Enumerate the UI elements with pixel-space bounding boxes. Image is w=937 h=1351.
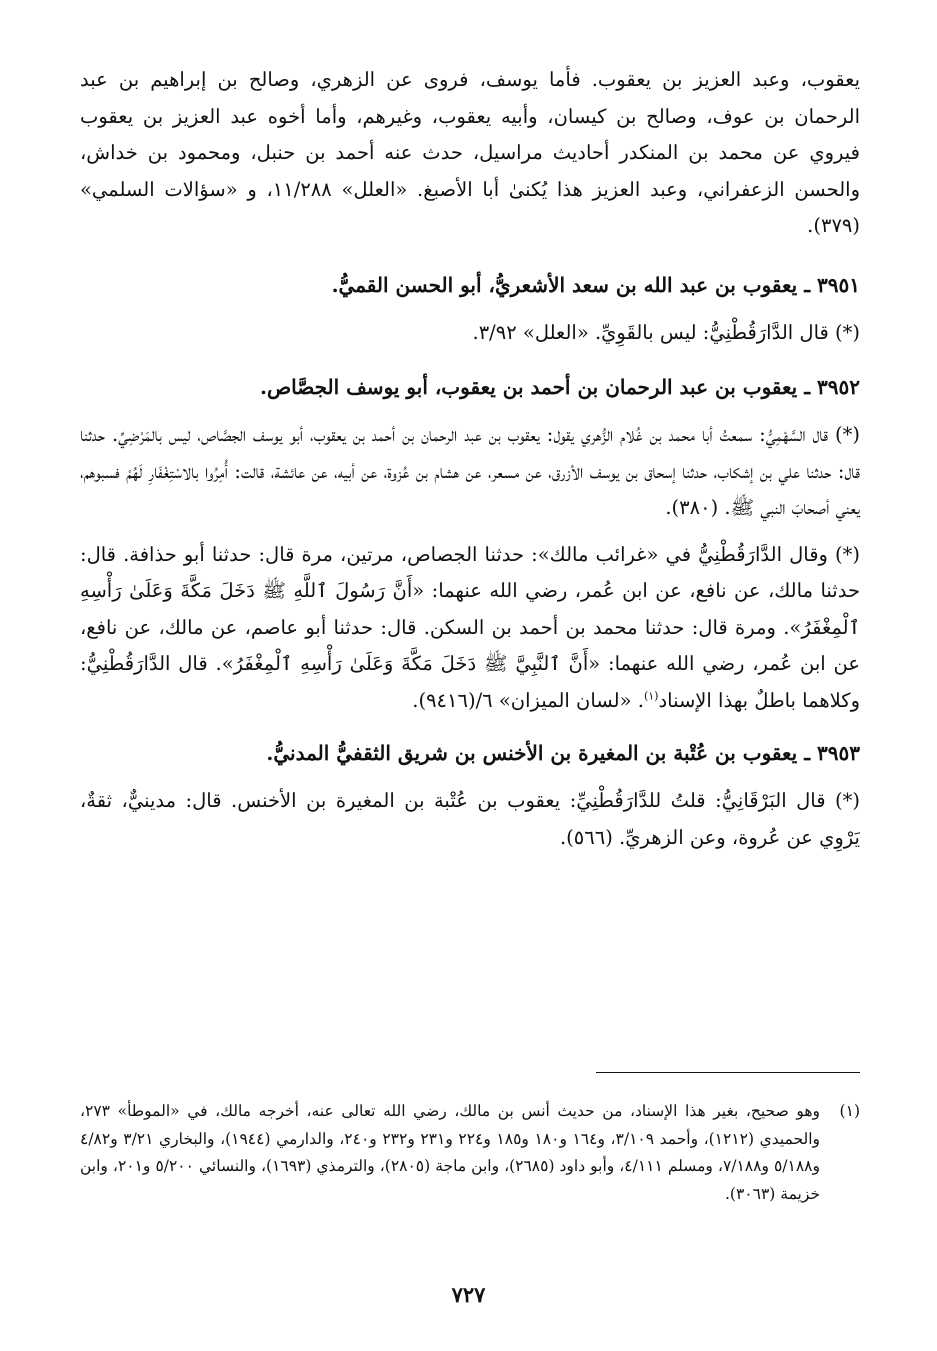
page-body	[80, 62, 860, 856]
entry-text-3952-b-main: (*) وقال الدَّارَقُطْنِيُّ في «غرائب مالك»: حدثنا الجصاص، مرتين، مرة قال: حدثنا أبو حذافة. قال: حدثنا مالك، عن نافع، عن ابن عُمر، رضي الله عنهما: «أَنَّ رَسُولَ ٱللَّهِ ﷺ دَخَلَ مَكَّةَ وَعَلَىٰ رَأْسِهِ ٱلْمِغْفَرُ». ومرة قال: حدثنا محمد بن أحمد بن السكن. قال: حدثنا أبو عاصم، عن مالك، عن نافع، عن ابن عُمر، رضي الله عنهما: «أَنَّ ٱلنَّبِيَّ ﷺ دَخَلَ مَكَّةَ وَعَلَىٰ رَأْسِهِ ٱلْمِغْفَرُ». قال الدَّارَقُطْنِيُّ: وكلاهما باطلٌ بهذا الإسناد	[80, 542, 860, 712]
footnote-divider	[596, 1072, 860, 1073]
entry-text-3952-b-source: . «لسان الميزان» ٦/(٩٤١٦).	[412, 688, 644, 712]
entry-heading-3951: ٣٩٥١ ـ يعقوب بن عبد الله بن سعد الأشعريُّ، أبو الحسن القميُّ.	[331, 272, 860, 297]
footnotes	[80, 1098, 860, 1208]
footnote-reference[interactable]: (١)	[643, 689, 659, 702]
entry-heading-3953: ٣٩٥٣ ـ يعقوب بن عُتْبة بن المغيرة بن الأخنس بن شريق الثقفيُّ المدنيُّ.	[266, 741, 860, 765]
footnote-text: وهو صحيح، بغير هذا الإسناد، من حديث أنس بن مالك، رضي الله تعالى عنه، أخرجه مالك، في «الموطأ» ٢٧٣، والحميدي (١٢١٢)، وأحمد ٣/١٠٩، و١٦٤ و١٨٠ و١٨٥ و٢٢٤ و٢٣١ و٢٣٢ و٢٤٠، والدارمي (١٩٤٤)، والبخاري ٣/٢١ و٤/٨٢ و٥/١٨٨ و٧/١٨٨، ومسلم ٤/١١١، وأبو داود (٢٦٨٥)، وابن ماجة (٢٨٠٥)، والترمذي (١٦٩٣)، والنسائي ٥/٢٠٠ و٢٠١، وابن خزيمة (٣٠٦٣).	[80, 1102, 821, 1203]
page-number: ٧٢٧	[451, 1282, 486, 1307]
entry-text-3952-a: (*) قال السَّهْمِيُّ: سمعتُ أبا محمد بن غُلام الزُّهري يقول: يعقوب بن عبد الرحمان بن أحمد بن يعقوب، أبو يوسف الجصَّاص، ليس بالمَرْضِيِّ. حدثنا قال: حدثنا علي بن إشكاب، حدثنا إسحاق بن يوسف الأزرق، عن مسعر، عن هشام بن عُزوة، عن أبيه، عن عائشة، قالت: أُمِرُوا بالاسْتِغْفَارِ لَهُمْ فسبوهم، يعني أصحابَ النبي ﷺ. (٣٨٠).	[80, 423, 860, 519]
footnote-number: (١)	[839, 1102, 860, 1120]
entry-text-3953: (*) قال البَرْقَانِيُّ: قلتُ للدَّارَقُطْنِيِّ: يعقوب بن عُتْبة بن المغيرة بن الأخنس. قال: مدينيٌّ، ثقةٌ، يَرْوِي عن عُروة، وعن الزهريِّ. (٥٦٦).	[80, 789, 860, 849]
paragraph-continuation: يعقوب، وعبد العزيز بن يعقوب. فأما يوسف، فروى عن الزهري، وصالح بن إبراهيم بن عبد الرحمان بن عوف، وصالح بن كيسان، وأبيه يعقوب، وغيرهم، وأما أخوه عبد العزيز بن يعقوب فيروي عن محمد بن المنكدر أحاديث مراسيل، حدث عنه أحمد بن حنبل، ومحمود بن خداش، والحسن الزعفراني، وعبد العزيز هذا يُكنىٰ أبا الأصبغ. «العلل» ١١/٢٨٨، و «سؤالات السلمي» (٣٧٩).	[80, 68, 860, 237]
entry-heading-3952: ٣٩٥٢ ـ يعقوب بن عبد الرحمان بن أحمد بن يعقوب، أبو يوسف الجصَّاص.	[260, 375, 860, 399]
entry-text-3952-b	[80, 537, 860, 720]
entry-text-3951: (*) قال الدَّارَقُطْنِيُّ: ليس بالقَوِيِّ. «العلل» ٣/٩٢.	[472, 320, 860, 344]
